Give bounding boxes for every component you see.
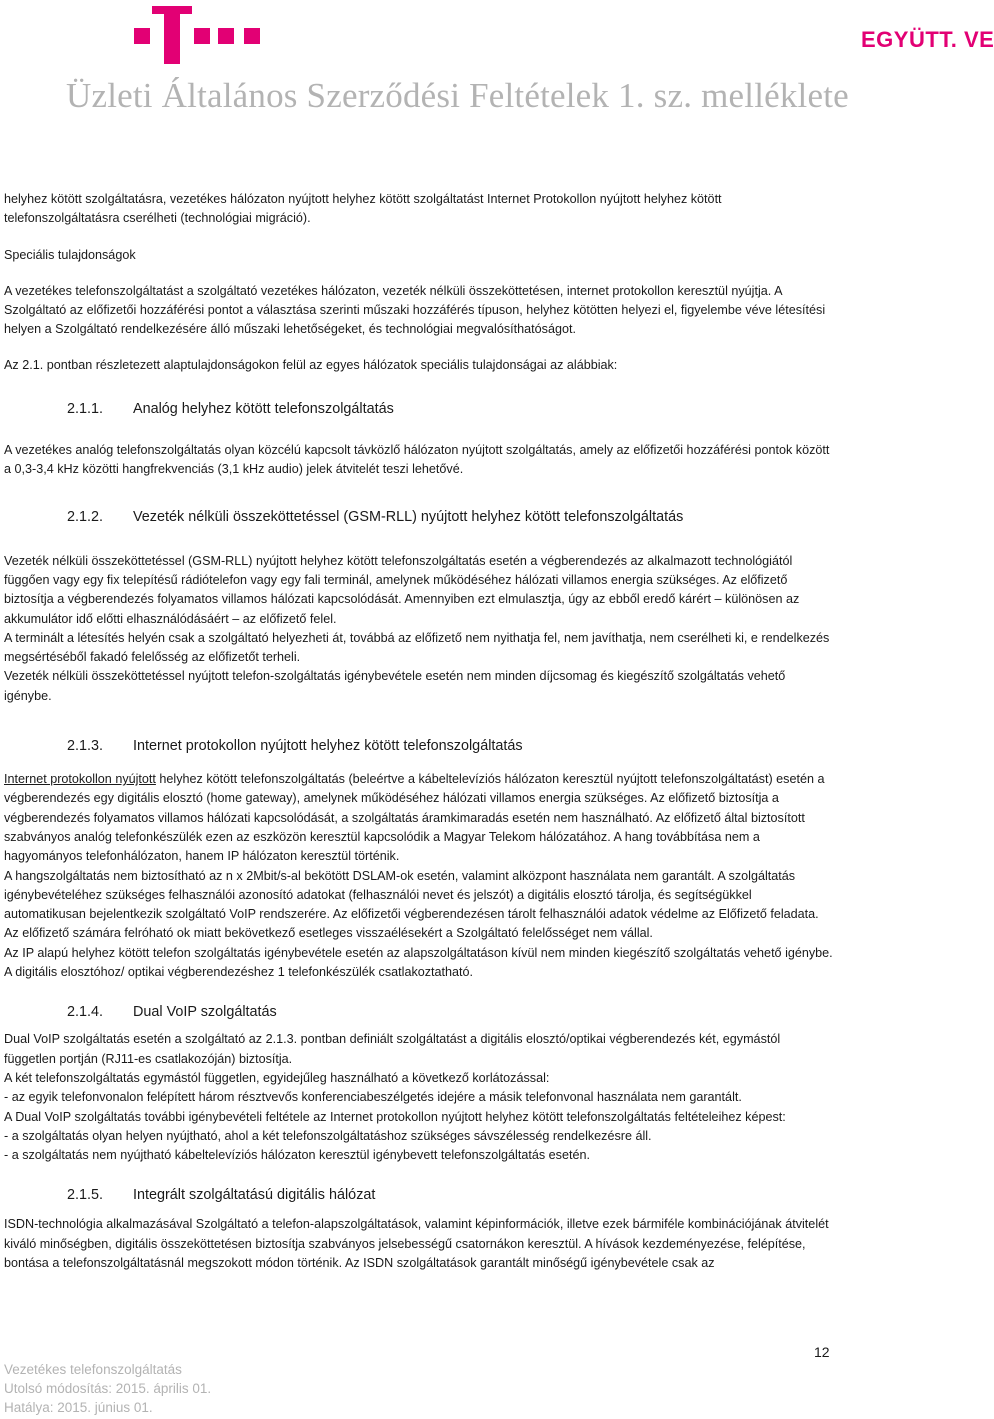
telekom-logo bbox=[134, 6, 264, 66]
section-2-1-4-paragraph-1: Dual VoIP szolgáltatás esetén a szolgáltató az 2.1.3. pontban definiált szolgáltatást a digitális elosztó/optikai végberendezés két, egymástól független portján (RJ11-es csatlakozóján) biztosítja. bbox=[4, 1032, 781, 1066]
special-heading: Speciális tulajdonságok bbox=[4, 247, 136, 262]
footer bbox=[4, 1360, 211, 1417]
section-2-1-1-paragraph: A vezetékes analóg telefonszolgáltatás olyan közcélú kapcsolt távközlő hálózaton nyújtott szolgáltatás, amely az előfizetői hozzáférési pontok között a 0,3-3,4 kHz közötti hangfrekvenciás (3,1 kHz audio) jelek átvitelét teszi lehetővé. bbox=[4, 443, 830, 477]
section-number: 2.1.3. bbox=[67, 738, 104, 755]
document-body bbox=[4, 190, 834, 1273]
section-2-1-1-heading bbox=[4, 401, 834, 417]
section-title: Vezeték nélküli összeköttetéssel (GSM-RLL) nyújtott helyhez kötött telefonszolgáltatás bbox=[133, 508, 684, 525]
section-2-1-4-paragraph-2: A két telefonszolgáltatás egymástól független, egyidejűleg használható a következő korlátozással: bbox=[4, 1070, 550, 1085]
section-number: 2.1.1. bbox=[67, 401, 104, 418]
document-title: Üzleti Általános Szerződési Feltételek 1. sz. melléklete bbox=[66, 76, 849, 115]
section-2-1-5-paragraph: ISDN-technológia alkalmazásával Szolgáltató a telefon-alapszolgáltatások, valamint képinformációk, illetve ezek bármiféle kombinációjának átvitelét kiváló minőségben, digitális összeköttetésen biztosítja szabványos jelsebességű csatornákon keresztül. A hívások kezdeményezése, felépítése, bontása a telefonszolgáltatásnál megszokott módon történik. Az ISDN szolgáltatások garantált minőségű igénybevétele csak az bbox=[4, 1217, 829, 1270]
section-2-1-2-paragraph-2: A terminált a létesítés helyén csak a szolgáltató helyezheti át, továbbá az előfizető nem nyithatja fel, nem javíthatja, nem cserélheti ki, e rendelkezés megsértéséből fakadó felelősség az előfizetőt terheli. bbox=[4, 630, 830, 665]
section-title: Integrált szolgáltatású digitális hálózat bbox=[133, 1187, 376, 1204]
section-title: Dual VoIP szolgáltatás bbox=[133, 1004, 277, 1021]
section-2-1-4-paragraph-4: A Dual VoIP szolgáltatás további igénybevételi feltétele az Internet protokollon nyújtott helyhez kötött telefonszolgáltatás feltételeihez képest: bbox=[4, 1109, 786, 1124]
intro-paragraph: helyhez kötött szolgáltatásra, vezetékes hálózaton nyújtott helyhez kötött szolgáltatást Internet Protokollon nyújtott helyhez kötött telefonszolgáltatásra cserélheti (technológiai migráció). bbox=[4, 192, 722, 226]
section-2-1-4-paragraph-6: - a szolgáltatás nem nyújtható kábeltelevíziós hálózaton keresztül igénybevett telefonszolgáltatás esetén. bbox=[4, 1148, 590, 1163]
footer-line-service: Vezetékes telefonszolgáltatás bbox=[4, 1362, 182, 1377]
section-2-1-3-paragraph-1 bbox=[4, 770, 834, 866]
section-number: 2.1.4. bbox=[67, 1004, 104, 1021]
section-2-1-2-paragraph-1: Vezeték nélküli összeköttetéssel (GSM-RLL) nyújtott helyhez kötött telefonszolgáltatás esetén a végberendezés az alkalmazott technológiától függően vagy egy fix telepítésű rádiótelefon vagy egy fali terminál, amelynek működéséhez hálózati villamos energia szükséges. Az előfizető biztosítja a végberendezés folyamatos villamos hálózati kapcsolódását. Amennyiben ezt elmulasztja, úgy az ebből eredő kárért – különösen az akkumulátor idő előtti elhasználódásáért – az előfizető felel. bbox=[4, 553, 800, 626]
section-title: Analóg helyhez kötött telefonszolgáltatás bbox=[133, 401, 394, 418]
reference-paragraph: Az 2.1. pontban részletezett alaptulajdonságokon felül az egyes hálózatok speciális tulajdonságai az alábbiak: bbox=[4, 357, 618, 372]
footer-line-effective: Hatálya: 2015. június 01. bbox=[4, 1400, 153, 1415]
page-number: 12 bbox=[814, 1344, 830, 1360]
footer-line-modified: Utolsó módosítás: 2015. április 01. bbox=[4, 1381, 212, 1396]
section-2-1-3-paragraph-3: Az IP alapú helyhez kötött telefon szolgáltatás igénybevétele esetén az alapszolgáltatáson kívül nem minden kiegészítő szolgáltatás vehető igénybe. A digitális elosztóhoz/ optikai végberendezéshez 1 telefonkészülék csatlakoztatható. bbox=[4, 945, 833, 980]
section-2-1-4-heading bbox=[4, 1004, 834, 1020]
section-number: 2.1.5. bbox=[67, 1187, 104, 1204]
section-title: Internet protokollon nyújtott helyhez kötött telefonszolgáltatás bbox=[133, 738, 523, 755]
section-2-1-3-heading bbox=[4, 738, 834, 754]
section-2-1-2-heading bbox=[4, 509, 834, 525]
section-number: 2.1.2. bbox=[67, 508, 104, 525]
slogan: EGYÜTT. VE bbox=[861, 27, 994, 52]
section-2-1-2-paragraph-3: Vezeték nélküli összeköttetéssel nyújtott telefon-szolgáltatás igénybevétele esetén nem minden díjcsomag és kiegészítő szolgáltatás vehető igénybe. bbox=[4, 669, 786, 703]
section-2-1-4-paragraph-3: - az egyik telefonvonalon felépített három résztvevős konferenciabeszélgetés idejére a másik telefonvonal használata nem garantált. bbox=[4, 1090, 742, 1105]
section-2-1-3-paragraph-2: A hangszolgáltatás nem biztosítható az n x 2Mbit/s-al bekötött DSLAM-ok esetén, valamint alközpont használata nem garantált. A szolgáltatás igénybevételéhez szükséges felhasználói azonosító adatokat (felhasználói nevet és jelszót) a digitális elosztó tárolja, és segítségükkel automatikusan bejelentkezik szolgáltató VoIP rendszerére. Az előfizetői végberendezésen tárolt felhasználói adatok védelme az Előfizető feladata. Az előfizető számára felróható ok miatt bekövetkező esetleges visszaélésekért a Szolgáltató felelősséget nem vállal. bbox=[4, 868, 819, 941]
special-paragraph: A vezetékes telefonszolgáltatást a szolgáltató vezetékes hálózaton, vezeték nélküli összeköttetésen, internet protokollon keresztül nyújtja. A Szolgáltató az előfizetői hozzáférési pontot a választása szerinti műszaki hozzáférés típuson, helyhez kötötten helyezi el, figyelembe véve létesítési helyen a Szolgáltató rendelkezésére álló műszaki lehetőségeket, és technológiai megvalósíthatóságot. bbox=[4, 283, 826, 337]
section-2-1-5-heading bbox=[4, 1187, 834, 1203]
section-2-1-4-paragraph-5: - a szolgáltatás olyan helyen nyújtható, ahol a két telefonszolgáltatáshoz szükséges sávszélesség rendelkezésre áll. bbox=[4, 1128, 652, 1143]
internet-protocol-link[interactable]: Internet protokollon nyújtott bbox=[4, 772, 156, 787]
paragraph-text: helyhez kötött telefonszolgáltatás (beleértve a kábeltelevíziós hálózaton keresztül nyújtott telefonszolgáltatást) esetén a végberendezés egy digitális elosztó (home gateway), amelynek működéséhez hálózati villamos energia szükséges. Az előfizető biztosítja a végberendezés folyamatos villamos hálózati kapcsolódását, a szolgáltatás áramkimaradás esetén nem használható. Az előfizető által biztosított szabványos analóg telefonkészülék ezen az eszközön keresztül kapcsolódik a Magyar Telekom hálózatához. A hang továbbítása nem a hagyományos telefonhálózaton, hanem IP hálózaton keresztül történik. bbox=[4, 772, 825, 864]
